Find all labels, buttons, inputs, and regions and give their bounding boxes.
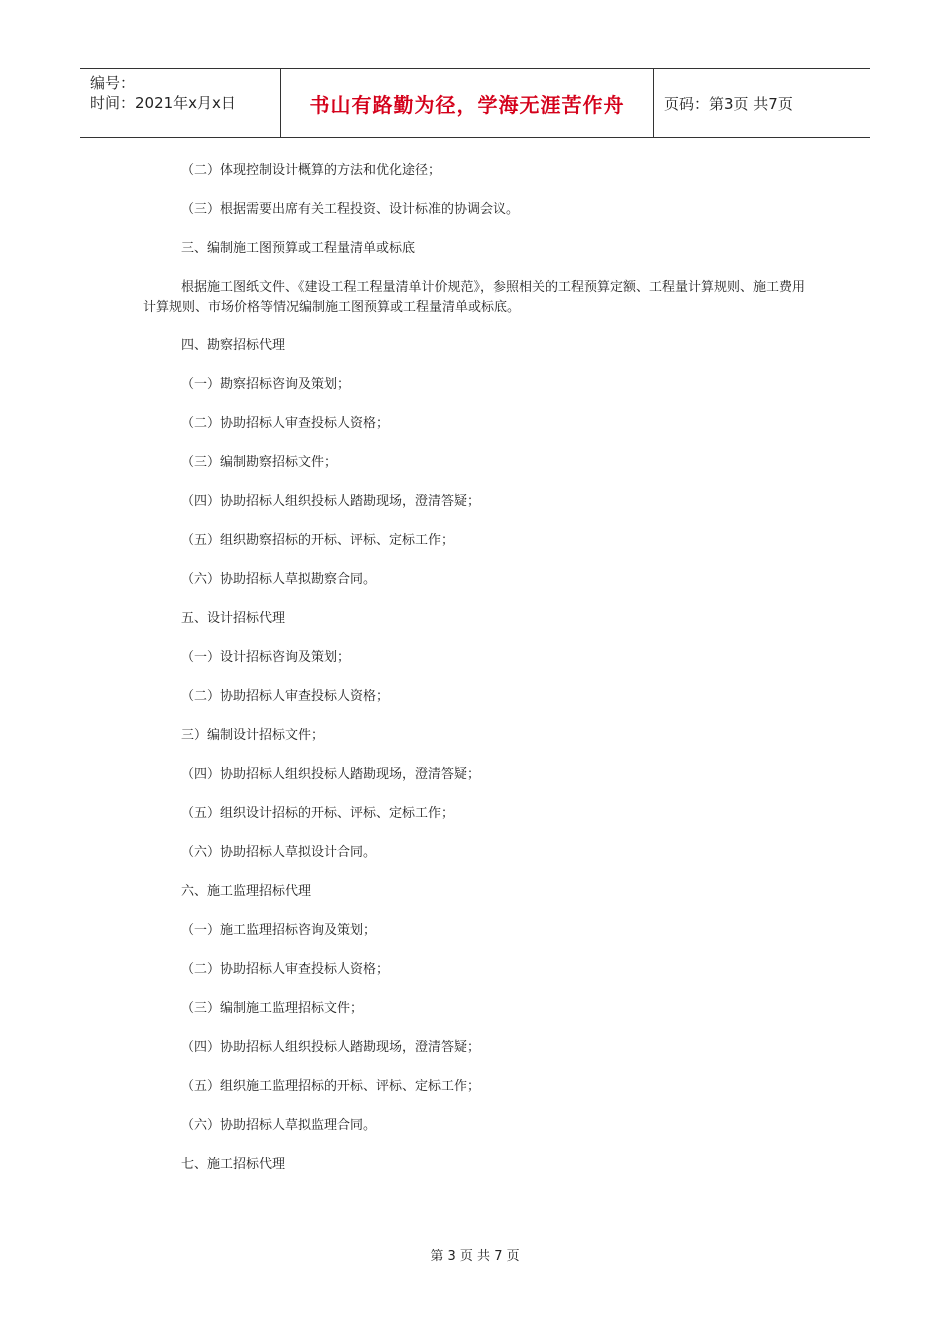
- body-line: （二）协助招标人审查投标人资格；: [181, 962, 390, 977]
- body-line: （五）组织勘察招标的开标、评标、定标工作；: [181, 533, 455, 548]
- body-line: （二）协助招标人审查投标人资格；: [181, 689, 390, 704]
- body-line: （三）编制施工监理招标文件；: [181, 1001, 364, 1016]
- section-heading: 五、设计招标代理: [181, 611, 286, 626]
- page-footer: [0, 1245, 950, 1264]
- body-paragraph: 根据施工图纸文件、《建设工程工程量清单计价规范》，参照相关的工程预算定额、工程量计算规则、施工费用计算规则、市场价格等情况编制施工图预算或工程量清单或标底。: [143, 280, 806, 315]
- section-heading: 四、勘察招标代理: [181, 338, 286, 353]
- body-line: （一）设计招标咨询及策划；: [181, 650, 351, 665]
- body-line: （四）协助招标人组织投标人踏勘现场，澄清答疑；: [181, 767, 481, 782]
- page-header: [80, 68, 870, 138]
- footer-page-number: 第 3 页 共 7 页: [430, 1249, 520, 1264]
- body-line: （一）勘察招标咨询及策划；: [181, 377, 351, 392]
- body-line: （一）施工监理招标咨询及策划；: [181, 923, 377, 938]
- body-line: （三）编制勘察招标文件；: [181, 455, 338, 470]
- serial-label: 编号：: [90, 74, 136, 92]
- body-line: （四）协助招标人组织投标人踏勘现场，澄清答疑；: [181, 494, 481, 509]
- section-heading: 六、施工监理招标代理: [181, 884, 312, 899]
- header-page-cell: [654, 69, 870, 137]
- section-heading: 七、施工招标代理: [181, 1157, 286, 1172]
- header-page-label: 页码：第3页 共7页: [664, 94, 793, 113]
- header-meta-cell: [80, 69, 281, 137]
- body-line: （六）协助招标人草拟监理合同。: [181, 1118, 377, 1133]
- header-motto: 书山有路勤为径，学海无涯苦作舟: [309, 92, 625, 117]
- document-body: [143, 161, 813, 1194]
- body-line: （二）协助招标人审查投标人资格；: [181, 416, 390, 431]
- time-label: 时间：2021年x月x日: [90, 94, 236, 112]
- body-line: （二）体现控制设计概算的方法和优化途径；: [181, 163, 442, 178]
- body-line: （五）组织设计招标的开标、评标、定标工作；: [181, 806, 455, 821]
- body-line: （三）根据需要出席有关工程投资、设计标准的协调会议。: [181, 202, 520, 217]
- section-heading: 三、编制施工图预算或工程量清单或标底: [181, 241, 416, 256]
- body-line: （六）协助招标人草拟勘察合同。: [181, 572, 377, 587]
- header-motto-cell: [281, 69, 654, 137]
- body-line: （五）组织施工监理招标的开标、评标、定标工作；: [181, 1079, 481, 1094]
- body-line: 三）编制设计招标文件；: [181, 728, 325, 743]
- body-line: （六）协助招标人草拟设计合同。: [181, 845, 377, 860]
- body-line: （四）协助招标人组织投标人踏勘现场，澄清答疑；: [181, 1040, 481, 1055]
